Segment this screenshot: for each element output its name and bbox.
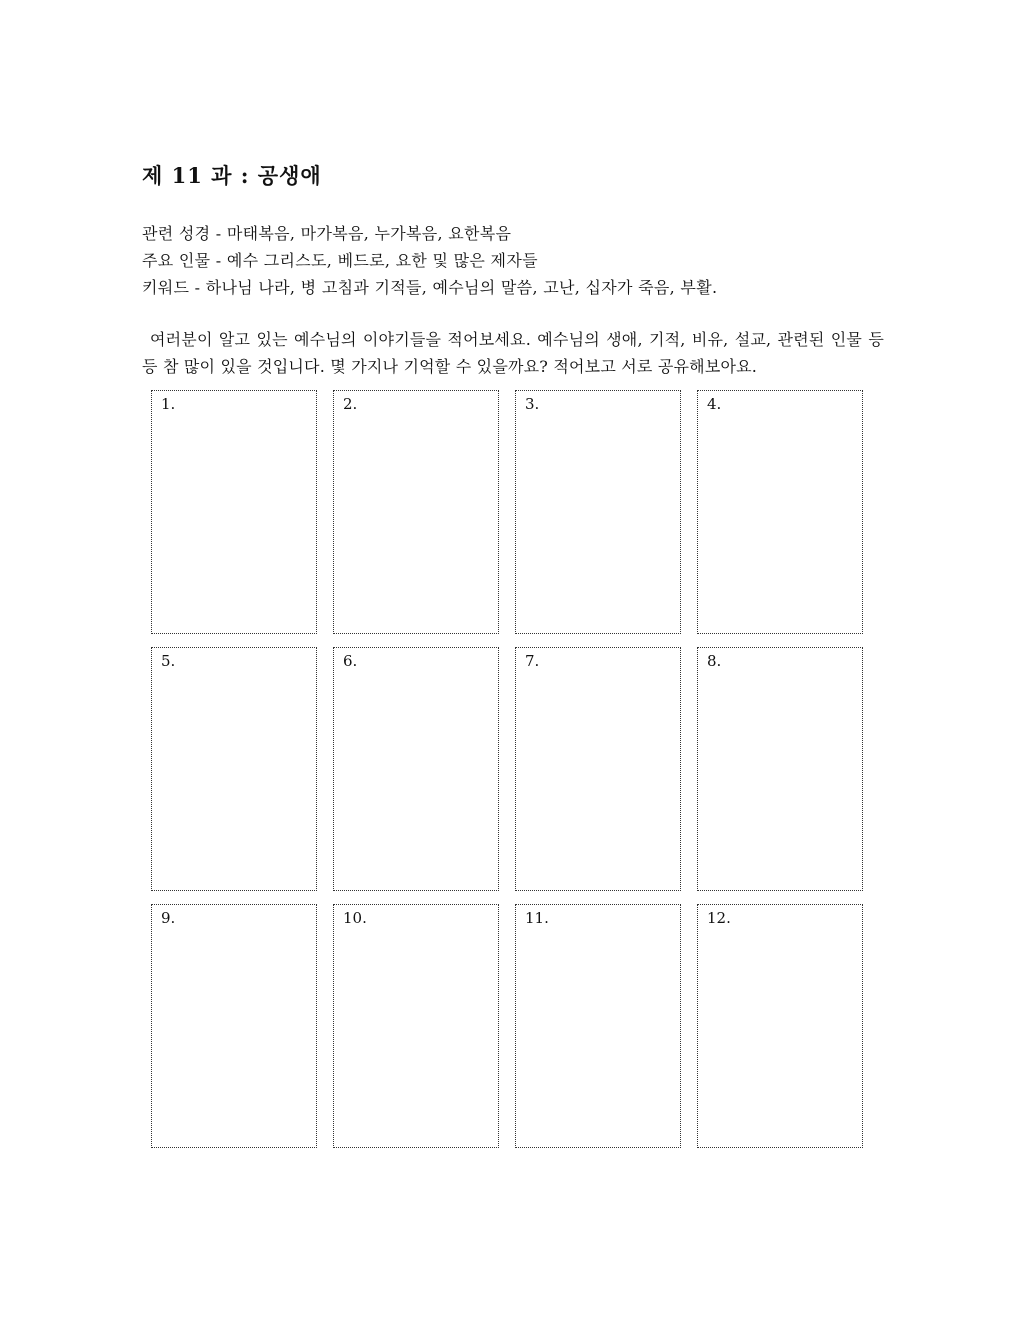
- box-number: 12.: [707, 909, 731, 927]
- answer-box-6[interactable]: [333, 647, 499, 891]
- main-people: 주요 인물 - 예수 그리스도, 베드로, 요한 및 많은 제자들: [142, 251, 538, 270]
- answer-box-1[interactable]: [151, 390, 317, 634]
- box-number: 2.: [343, 395, 358, 413]
- box-number: 10.: [343, 909, 367, 927]
- keywords: 키워드 - 하나님 나라, 병 고침과 기적들, 예수님의 말씀, 고난, 십자가 죽음, 부활.: [142, 278, 718, 297]
- box-number: 8.: [707, 652, 722, 670]
- box-number: 6.: [343, 652, 358, 670]
- answer-box-4[interactable]: [697, 390, 863, 634]
- box-number: 7.: [525, 652, 540, 670]
- answer-box-2[interactable]: [333, 390, 499, 634]
- answer-box-3[interactable]: [515, 390, 681, 634]
- box-number: 9.: [161, 909, 176, 927]
- box-number: 3.: [525, 395, 540, 413]
- related-scripture: 관련 성경 - 마태복음, 마가복음, 누가복음, 요한복음: [142, 224, 512, 243]
- answer-box-7[interactable]: [515, 647, 681, 891]
- box-number: 5.: [161, 652, 176, 670]
- answer-box-grid: [151, 390, 864, 1148]
- answer-box-11[interactable]: [515, 904, 681, 1148]
- box-number: 1.: [161, 395, 176, 413]
- answer-box-8[interactable]: [697, 647, 863, 891]
- answer-box-9[interactable]: [151, 904, 317, 1148]
- box-number: 11.: [525, 909, 549, 927]
- answer-box-5[interactable]: [151, 647, 317, 891]
- lesson-title: 제 11 과 : 공생애: [142, 163, 322, 188]
- answer-box-10[interactable]: [333, 904, 499, 1148]
- answer-box-12[interactable]: [697, 904, 863, 1148]
- instructions-paragraph: 여러분이 알고 있는 예수님의 이야기들을 적어보세요. 예수님의 생애, 기적, 비유, 설교, 관련된 인물 등등 참 많이 있을 것입니다. 몇 가지나 기억할 수 있을까요? 적어보고 서로 공유해보아요.: [142, 330, 884, 376]
- box-number: 4.: [707, 395, 722, 413]
